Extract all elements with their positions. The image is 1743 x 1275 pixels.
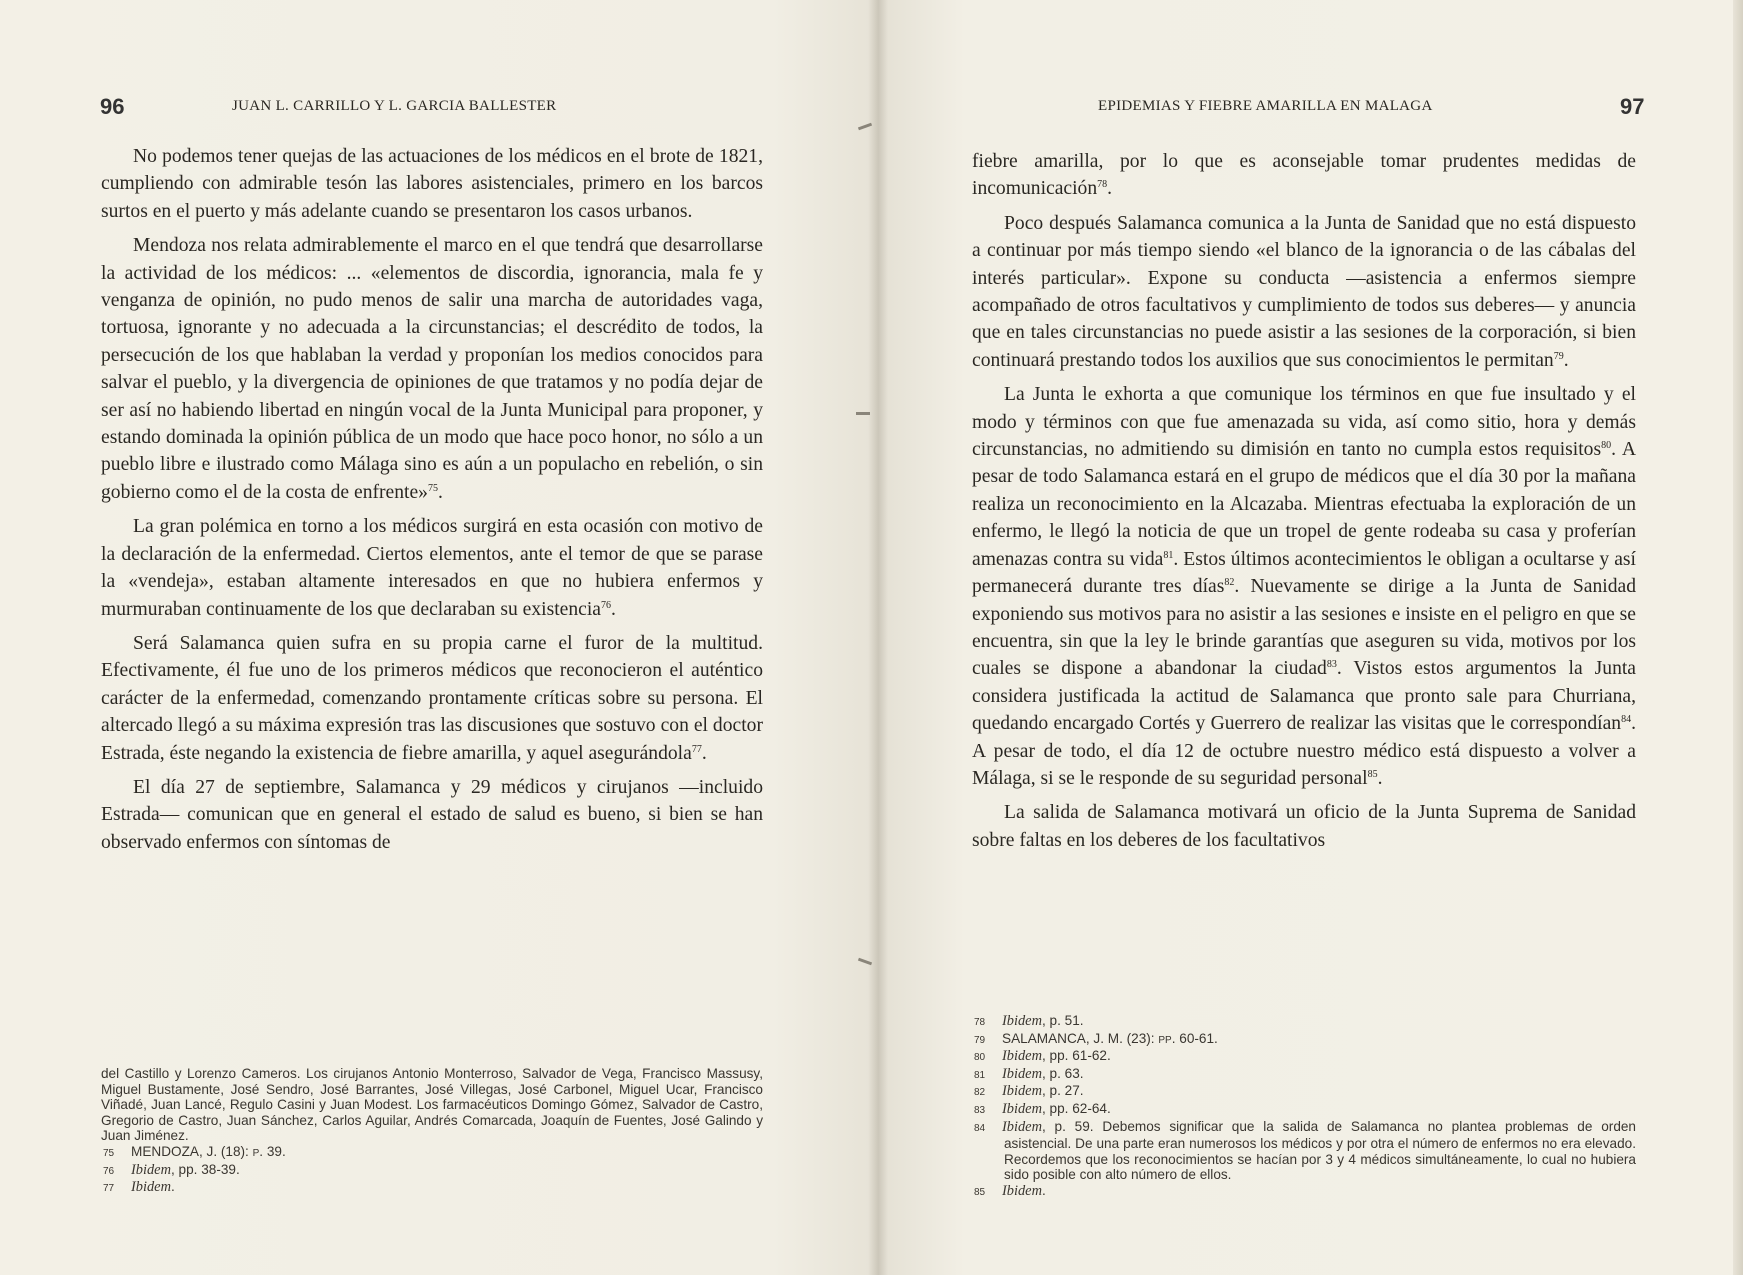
paragraph: La salida de Salamanca motivará un oficio de la Junta Suprema de Sanidad sobre faltas en los deberes de los facultativos [972, 802, 1636, 851]
footnote-80: 80 Ibidem, pp. 61-62. [974, 1048, 1111, 1065]
footnote-ref[interactable]: 84 [1621, 714, 1632, 726]
footnote-75: 75 MENDOZA, J. (18): p. 39. [103, 1143, 286, 1159]
paragraph: El día 27 de septiembre, Salamanca y 29 médicos y cirujanos —incluido Estrada— comunican que en general el estado de salud es bueno, si bien se han observado enfermos con síntomas de [101, 776, 763, 853]
footnote-81: 81 Ibidem, p. 63. [974, 1065, 1084, 1082]
footnote-ref[interactable]: 78 [1097, 179, 1108, 191]
left-running-head: JUAN L. CARRILLO Y L. GARCIA BALLESTER [232, 98, 557, 114]
left-page-number: 96 [100, 94, 125, 119]
footnote-83: 83 Ibidem, pp. 62-64. [974, 1100, 1111, 1117]
footnote-ref[interactable]: 77 [691, 743, 702, 755]
footnote-84: 84 Ibidem, p. 59. Debemos significar que la salida de Salamanca no plantea problemas de orden asistencial. De una parte eran numerosos los médicos y por otra el número de enfermos no era elevado. Recordemos que los reconocimientos se hacían por 3 y 4 médicos simultáneamente, lo cual no hubiera sido posible con alto número de ellos. [974, 1118, 1636, 1183]
paragraph: Será Salamanca quien sufra en su propia carne el furor de la multitud. Efectivamente, él fue uno de los primeros médicos que reconocieron el auténtico carácter de la enfermedad, comenzando prontamente críticas sobre su persona. El altercado llegó a su máxima expresión tras las discusiones que sostuvo con el doctor Estrada, éste negando la existencia de fiebre amarilla, y aquel asegurándola$^{77}$. [101, 632, 763, 764]
footnote-ref[interactable]: 79 [1553, 350, 1564, 362]
paragraph: Mendoza nos relata admirablemente el marco en el que tendrá que desarrollarse la actividad de los médicos: ... «elementos de discordia, ignorancia, mala fe y venganza de opinión, no pudo menos de salir una marcha de autoridades vaga, tortuosa, ignorante y no adecuada a la circunstancias; el descrédito de todos, la persecución de los que hablaban la verdad y proponían los medios conocidos para salvar el pueblo, y la divergencia de opiniones de que tratamos y no podía dejar de ser así no habiendo libertad en ningún vocal de la Junta Municipal para proponer, y estando dominada la opinión pública de un modo que hace poco honor, no sólo a un pueblo libre e ilustrado como Málaga sino es aún a un populacho en rebelión, o sin gobierno como el de la costa de enfrente»$^{75}$. [101, 235, 763, 503]
footnote-79: 79 SALAMANCA, J. M. (23): pp. 60-61. [974, 1030, 1218, 1046]
book-gutter [868, 0, 888, 1275]
footnote-ref[interactable]: 80 [1601, 440, 1612, 452]
footnote-76: 76 Ibidem, pp. 38-39. [103, 1161, 240, 1178]
left-footnotes [101, 1066, 763, 1197]
paragraph: fiebre amarilla, por lo que es aconsejable tomar prudentes medidas de incomunicación$^{78}$. [972, 151, 1636, 200]
left-body-text [101, 143, 763, 856]
right-body-text [972, 148, 1636, 854]
footnote-ref[interactable]: 76 [601, 599, 611, 611]
footnote-85: 85 Ibidem. [974, 1182, 1046, 1199]
footnote-continuation: del Castillo y Lorenzo Cameros. Los cirujanos Antonio Monterroso, Salvador de Vega, Francisco Massusy, Miguel Bustamente, José Sendro, José Barrantes, José Villegas, José Carbonel, Miguel Ucar, Francisco Viñadé, Juan Lancé, Regulo Casini y Juan Modest. Los farmacéuticos Domingo Gómez, Salvador de Castro, Gregorio de Castro, Juan Sánchez, Carlos Aguilar, Andrés Comarcada, Joaquín de Fuentes, José Galindo y Juan Jiménez. [101, 1066, 763, 1144]
footnote-ref[interactable]: 83 [1326, 659, 1337, 671]
footnote-82: 82 Ibidem, p. 27. [974, 1083, 1084, 1100]
paragraph: No podemos tener quejas de las actuaciones de los médicos en el brote de 1821, cumpliendo con admirable tesón las labores asistenciales, primero en los barcos surtos en el puerto y más adelante cuando se presentaron los casos urbanos. [101, 146, 763, 222]
paragraph: La gran polémica en torno a los médicos surgirá en esta ocasión con motivo de la declaración de la enfermedad. Ciertos elementos, ante el temor de que se parase la «vendeja», estaban altamente interesados en que no hubiera enfermos y murmuraban continuamente de los que declaraban su existencia$^{76}$. [101, 516, 763, 620]
right-footnotes [972, 1013, 1636, 1201]
paragraph: Poco después Salamanca comunica a la Junta de Sanidad que no está dispuesto a continuar por más tiempo siendo «el blanco de la ignorancia o de las cábalas del interés particular». Expone su conducta —asistencia a enfermos siempre acompañado de otros facultativos y cumplimiento de todos sus deberes— y anuncia que en tales circunstancias no puede asistir a las sesiones de la corporación, si bien continuará prestando todos los auxilios que sus conocimientos le permitan$^{79}$. [972, 212, 1636, 371]
scan-right-edge [1733, 0, 1743, 1275]
binding-mark [856, 412, 870, 415]
footnote-ref[interactable]: 75 [427, 482, 438, 494]
footnote-78: 78 Ibidem, p. 51. [974, 1013, 1084, 1029]
right-running-head: EPIDEMIAS Y FIEBRE AMARILLA EN MALAGA [1098, 98, 1433, 114]
paragraph: La Junta le exhorta a que comunique los términos en que fue insultado y el modo y términos con que fue amenazada su vida, así como sitio, hora y demás circunstancias, no admitiendo su dimisión en tanto no cumpla estos requisitos$^{80}$. A pesar de todo Salamanca estará en el grupo de médicos que el día 30 por la mañana realiza un reconocimiento en la Alcazaba. Mientras efectuaba la exploración de un enfermo, le llegó la noticia de que un tropel de gente rodeaba su casa y proferían amenazas contra su vida$^{81}$. Estos últimos acontecimientos le obligan a ocultarse y así permanecerá durante tres días$^{82}$. Nuevamente se dirige a la Junta de Sanidad exponiendo sus motivos para no asistir a las sesiones e insiste en el peligro en que se encuentra, sin que la ley le brinde garantías que aseguren su vida, motivos por los cuales se dispone a abandonar la ciudad$^{83}$. Vistos estos argumentos la Junta considera justificada la actitud de Salamanca que pronto sale para Churriana, quedando encargado Cortés y Guerrero de realizar las visitas que le correspondían$^{84}$. A pesar de todo, el día 12 de octubre nuestro médico está dispuesto a volver a Málaga, si se le responde de su seguridad personal$^{85}$. [972, 384, 1637, 789]
footnote-ref[interactable]: 85 [1367, 768, 1378, 780]
footnote-ref[interactable]: 82 [1224, 577, 1235, 589]
footnote-ref[interactable]: 81 [1163, 549, 1174, 561]
footnote-77: 77 Ibidem. [103, 1179, 175, 1196]
right-page-number: 97 [1620, 94, 1645, 119]
right-page [878, 0, 1743, 1275]
